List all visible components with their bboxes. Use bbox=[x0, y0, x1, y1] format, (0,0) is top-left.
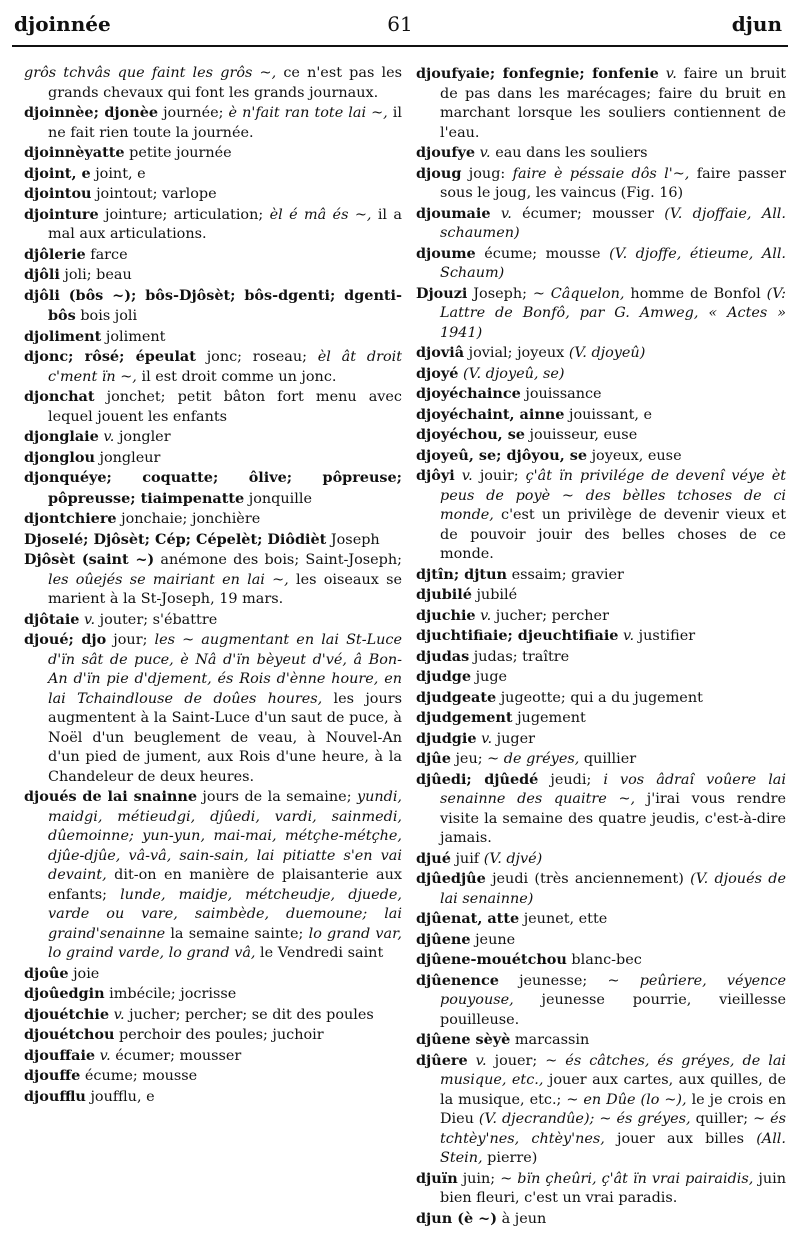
definition-text: journée; bbox=[158, 105, 229, 121]
definition-text: jouer aux cartes, aux quilles, de la musique, etc.; bbox=[440, 1072, 786, 1108]
dictionary-entry bbox=[416, 849, 786, 870]
example-text: lunde, maidje, métcheudje, djuede, varde ou vare, saimbède, duemoune; lai graind'senainne bbox=[48, 886, 402, 942]
definition-text: eau dans les souliers bbox=[490, 145, 648, 161]
dictionary-entry bbox=[24, 387, 402, 427]
headword: djoliment bbox=[24, 327, 102, 345]
definition-text: jovial; joyeux bbox=[464, 345, 569, 361]
headword: djué bbox=[416, 849, 451, 867]
definition-text: jouissant, e bbox=[564, 406, 653, 423]
definition-text: jouer; bbox=[486, 1052, 546, 1069]
definition-text: jouisseur, euse bbox=[524, 427, 638, 443]
example-text: (All. Stein, bbox=[440, 1130, 786, 1166]
definition-text: juge bbox=[471, 669, 508, 685]
definition-text: juin; bbox=[457, 1170, 501, 1187]
dictionary-entry bbox=[416, 909, 786, 930]
definition-text: jouir; bbox=[472, 468, 526, 484]
headword: djoug bbox=[416, 164, 462, 182]
dictionary-entry bbox=[24, 610, 402, 631]
headword: djôli (bôs ~); bôs-Djôsèt; bôs-dgenti; dgenti-bôs bbox=[24, 286, 402, 324]
headword: djudgie bbox=[416, 729, 477, 747]
dictionary-entry bbox=[416, 446, 786, 467]
definition-text: joyeux, euse bbox=[587, 447, 682, 464]
headword: Djôsèt (saint ~) bbox=[24, 551, 155, 568]
definition-text: jucher; percher bbox=[491, 607, 609, 624]
dictionary-entry bbox=[416, 64, 786, 143]
definition-text bbox=[468, 1053, 476, 1069]
dictionary-entry bbox=[24, 509, 402, 530]
definition-text: écumer; mousser bbox=[110, 1047, 242, 1064]
dictionary-entry bbox=[416, 565, 786, 586]
definition-text: à jeun bbox=[497, 1210, 547, 1227]
definition-text: joufflu, e bbox=[85, 1088, 155, 1105]
header-rule bbox=[12, 45, 788, 47]
headword: djoinnèyatte bbox=[24, 144, 125, 161]
example-text: v. bbox=[113, 1006, 125, 1023]
definition-text: jeudi; bbox=[538, 771, 604, 788]
definition-text: juif bbox=[450, 850, 484, 867]
headword: djûedjûe bbox=[416, 870, 486, 887]
dictionary-entry bbox=[24, 530, 402, 551]
right-column bbox=[416, 64, 786, 1229]
definition-text: jucher; percher; se dit des poules bbox=[124, 1006, 374, 1023]
headword: djoûe bbox=[24, 964, 69, 982]
example-text: v. bbox=[623, 628, 635, 644]
definition-text bbox=[659, 66, 666, 82]
example-text: v. bbox=[103, 429, 115, 445]
dictionary-entry bbox=[24, 630, 402, 787]
example-text: yundi, maidgi, métieudgi, djûedi, vardi, sainmedi, dûemoinne; yun-yun, mai-mai, métçhe-métçhe, djûe-djûe, vâ-vâ, sain-sain, lai pitiatte s'en vai devaint, bbox=[48, 789, 403, 883]
definition-text: imbécile; jocrisse bbox=[104, 986, 237, 1002]
definition-text: joliment bbox=[101, 328, 166, 345]
definition-text: Joseph bbox=[326, 531, 380, 548]
dictionary-entry bbox=[416, 343, 786, 364]
definition-text: jeudi (très anciennement) bbox=[485, 871, 691, 887]
definition-text: jour; bbox=[106, 632, 155, 648]
example-text: v. bbox=[480, 607, 492, 624]
definition-text: écumer; mousser bbox=[511, 205, 665, 222]
dictionary-entry bbox=[416, 284, 786, 344]
dictionary-entry bbox=[24, 468, 402, 509]
definition-text: jongler bbox=[114, 429, 171, 445]
headword: djoufflu bbox=[24, 1087, 86, 1105]
example-text: faire è péssaie dôs l'~, bbox=[512, 165, 690, 182]
definition-text: jeu; bbox=[450, 751, 488, 767]
dictionary-entry bbox=[416, 405, 786, 426]
dictionary-entry bbox=[416, 1209, 786, 1230]
headword: djoufyaie; fonfegnie; fonfenie bbox=[416, 65, 659, 82]
headword: djuïn bbox=[416, 1169, 458, 1187]
example-text: ~ Câquelon, bbox=[532, 285, 625, 302]
headword: djudgeate bbox=[416, 688, 497, 706]
dictionary-entry bbox=[416, 585, 786, 606]
dictionary-entry bbox=[416, 749, 786, 770]
headword: djointure bbox=[24, 205, 99, 223]
definition-text: faire un bruit de pas dans les marécages; faire du bruit en marchant lorsque les souliers contiennent de l'eau. bbox=[440, 66, 787, 141]
headword: djonglaie bbox=[24, 428, 99, 445]
example-text: les ~ augmentant en lai St-Luce d'ïn sât de puce, è Nâ d'ïn bèyeut d'vé, â Bon-An d'ïn pie d'djement, és Rois d'ènne houre, en lai Tchaindlouse de doûes houres, bbox=[48, 632, 402, 707]
dictionary-entry bbox=[24, 984, 402, 1005]
example-text: ~ peûriere, véyence pouyouse, bbox=[440, 972, 786, 1008]
dictionary-entry bbox=[24, 448, 402, 469]
definition-text: jeunesse; bbox=[498, 972, 608, 989]
definition-text: ce n'est pas les grands chevaux qui font les grands journaux. bbox=[48, 65, 402, 101]
dictionary-entry bbox=[416, 729, 786, 750]
example-text: v. bbox=[479, 145, 491, 161]
dictionary-entry bbox=[24, 1025, 402, 1046]
example-text: v. bbox=[475, 1052, 487, 1069]
example-text: ~ de gréyes, bbox=[487, 751, 580, 767]
definition-text: marcassin bbox=[510, 1032, 590, 1048]
definition-text: jointout; varlope bbox=[91, 186, 217, 202]
definition-text: justifier bbox=[634, 628, 696, 644]
definition-text: perchoir des poules; juchoir bbox=[114, 1027, 324, 1043]
dictionary-entry bbox=[24, 1066, 402, 1087]
headword: djonglou bbox=[24, 448, 95, 466]
dictionary-entry bbox=[416, 1169, 786, 1209]
headword: djouétchie bbox=[24, 1005, 109, 1023]
definition-text: jouissance bbox=[520, 386, 602, 402]
headword: djôlerie bbox=[24, 245, 86, 263]
dictionary-entry bbox=[416, 869, 786, 909]
definition-text: juin bien fleuri, c'est un vrai paradis. bbox=[440, 1170, 786, 1206]
definition-text: jugement bbox=[512, 710, 586, 726]
definition-text bbox=[455, 468, 462, 484]
headword: djouffaie bbox=[24, 1046, 96, 1064]
headword: djudge bbox=[416, 668, 472, 685]
headword: djôtaie bbox=[24, 610, 80, 628]
definition-text: jonchet; petit bâton fort menu avec lequel jouent les enfants bbox=[48, 389, 402, 425]
dictionary-entry bbox=[24, 245, 402, 266]
dictionary-entry bbox=[416, 364, 786, 385]
example-text: è n'fait ran tote lai ~, bbox=[228, 105, 388, 121]
headword: djûedi; djûedé bbox=[416, 770, 539, 788]
headword: djtîn; djtun bbox=[416, 565, 508, 583]
dictionary-entry bbox=[416, 244, 786, 284]
left-column bbox=[24, 64, 402, 1107]
dictionary-entry bbox=[416, 204, 786, 244]
definition-text: juger bbox=[492, 730, 535, 747]
dictionary-entry bbox=[24, 1005, 402, 1026]
dictionary-entry bbox=[24, 64, 402, 103]
definition-text: jubilé bbox=[471, 587, 518, 603]
definition-text: il a mal aux articulations. bbox=[48, 206, 402, 242]
headword: djûenat, atte bbox=[416, 910, 520, 927]
definition-text: jonc; roseau; bbox=[195, 349, 318, 365]
headword: djonc; rôsé; épeulat bbox=[24, 348, 196, 365]
headword: djun (è ~) bbox=[416, 1209, 498, 1227]
headword: djoyéchaint, ainne bbox=[416, 405, 565, 423]
definition-text: joug: bbox=[461, 165, 513, 182]
dictionary-entry bbox=[24, 427, 402, 448]
headword: djontchiere bbox=[24, 510, 117, 527]
dictionary-entry bbox=[24, 347, 402, 387]
dictionary-entry bbox=[24, 550, 402, 610]
definition-text: blanc-bec bbox=[566, 952, 642, 968]
definition-text: la semaine sainte; bbox=[165, 925, 309, 942]
definition-text: quillier bbox=[579, 751, 637, 767]
example-text: ~ és gréyes, bbox=[599, 1111, 691, 1127]
headword: djôli bbox=[24, 266, 60, 283]
page-header bbox=[0, 10, 800, 40]
definition-text: joint, e bbox=[90, 165, 146, 182]
definition-text: judas; traître bbox=[469, 648, 570, 665]
headword: djûene-mouétchou bbox=[416, 951, 567, 968]
dictionary-entry bbox=[24, 1087, 402, 1108]
headword: djoint, e bbox=[24, 164, 91, 182]
dictionary-entry bbox=[24, 327, 402, 348]
dictionary-entry bbox=[416, 1030, 786, 1051]
headword: Djoselé; Djôsèt; Cép; Cépelèt; Diôdièt bbox=[24, 530, 327, 548]
headword: djouétchou bbox=[24, 1026, 115, 1043]
example-text: ~ és tchtèy'nes, chtèy'nes, bbox=[440, 1111, 787, 1147]
example-text: (V. djoyeû, se) bbox=[462, 365, 565, 382]
guide-word-first: djoinnée bbox=[14, 12, 111, 36]
definition-text: écume; mousse bbox=[475, 245, 610, 262]
headword: djubilé bbox=[416, 586, 472, 603]
example-text: les oûejés se mairiant en lai ~, bbox=[48, 571, 289, 588]
dictionary-entry bbox=[24, 184, 402, 205]
definition-text: le Vendredi saint bbox=[255, 945, 384, 961]
example-text: (V. djecrandûe); bbox=[478, 1111, 595, 1127]
example-text: èl ât droit c'ment ïn ~, bbox=[48, 349, 402, 385]
dictionary-entry bbox=[24, 143, 402, 164]
dictionary-entry bbox=[24, 205, 402, 245]
definition-text: le je crois en Dieu bbox=[440, 1091, 786, 1127]
definition-text: dit-on en manière de plaisanterie aux enfants; bbox=[48, 867, 402, 903]
headword: djointou bbox=[24, 185, 92, 202]
definition-text: jeunet, ette bbox=[519, 911, 608, 927]
example-text: v. bbox=[665, 66, 677, 82]
headword: djoué; djo bbox=[24, 631, 107, 648]
example-text: (V: Lattre de Bonfô, par G. Amweg, « Actes » 1941) bbox=[440, 285, 786, 341]
definition-text: il ne fait rien toute la journée. bbox=[48, 105, 402, 141]
definition-text: écume; mousse bbox=[80, 1068, 198, 1084]
definition-text: les oiseaux se marient à la St-Joseph, 19 mars. bbox=[48, 571, 402, 607]
headword: djoyé bbox=[416, 364, 459, 382]
example-text: ç'ât ïn privilége de devenî véye èt peus de poyè ~ des bèlles tchoses de ci monde, bbox=[440, 468, 786, 523]
dictionary-entry bbox=[24, 265, 402, 286]
dictionary-entry bbox=[24, 103, 402, 143]
definition-text: jonchaie; jonchière bbox=[116, 511, 261, 527]
definition-text: les jours augmentent à la Saint-Luce d'un saut de puce, à Noël d'un beuglement de veau, à Nouvel-An d'un pied de jument, aux Rois d'une heure, à la Chandeleur de deux heures. bbox=[48, 690, 402, 785]
example-text: v. bbox=[481, 730, 493, 747]
headword: djoués de lai snainne bbox=[24, 788, 198, 805]
dictionary-entry bbox=[416, 770, 786, 849]
dictionary-entry bbox=[416, 647, 786, 668]
definition-text: il est droit comme un jonc. bbox=[136, 368, 337, 385]
dictionary-entry bbox=[416, 425, 786, 446]
dictionary-entry bbox=[416, 667, 786, 688]
dictionary-entry bbox=[24, 1046, 402, 1067]
definition-text: essaim; gravier bbox=[507, 566, 624, 583]
headword: djûenence bbox=[416, 971, 499, 989]
headword: djoûedgin bbox=[24, 985, 105, 1002]
dictionary-entry bbox=[416, 606, 786, 627]
definition-text: Joseph; bbox=[467, 285, 533, 302]
definition-text: joie bbox=[68, 965, 100, 982]
definition-text: quiller; bbox=[690, 1111, 754, 1127]
example-text: (V. djoffaie, All. schaumen) bbox=[440, 205, 786, 241]
headword: djoyeû, se; djôyou, se bbox=[416, 446, 588, 464]
definition-text: jongleur bbox=[94, 449, 161, 466]
example-text: èl é mâ és ~, bbox=[269, 206, 372, 223]
definition-text: homme de Bonfol bbox=[624, 285, 767, 302]
definition-text: bois joli bbox=[75, 308, 138, 324]
dictionary-entry bbox=[24, 964, 402, 985]
headword: djuchie bbox=[416, 606, 476, 624]
definition-text bbox=[491, 206, 501, 222]
definition-text: jours de la semaine; bbox=[197, 789, 357, 805]
definition-text: c'est un privilège de devenir vieux et de pouvoir jouir des belles choses de ce monde. bbox=[440, 507, 786, 562]
guide-word-last: djun bbox=[731, 12, 782, 36]
headword: djôyi bbox=[416, 467, 455, 484]
definition-text: pierre) bbox=[482, 1150, 538, 1166]
dictionary-entry bbox=[416, 384, 786, 405]
example-text: ~ bïn çheûri, ç'ât ïn vrai pairaidis, bbox=[500, 1170, 754, 1187]
headword: djûe bbox=[416, 750, 451, 767]
headword: djûene sèyè bbox=[416, 1031, 511, 1048]
definition-text: jonquille bbox=[244, 490, 312, 507]
dictionary-entry bbox=[416, 971, 786, 1031]
definition-text: joli; beau bbox=[59, 267, 132, 283]
headword: djoume bbox=[416, 244, 476, 262]
definition-text: jeunesse pourrie, vieillesse pouilleuse. bbox=[440, 992, 786, 1028]
example-text: ~ en Dûe (lo ~), bbox=[566, 1091, 687, 1108]
dictionary-entry bbox=[416, 708, 786, 729]
definition-text: jeune bbox=[470, 931, 516, 948]
dictionary-entry bbox=[416, 164, 786, 204]
headword: djûere bbox=[416, 1051, 468, 1069]
dictionary-entry bbox=[416, 950, 786, 971]
headword: djonchat bbox=[24, 388, 95, 405]
dictionary-entry bbox=[416, 688, 786, 709]
example-text: (V. djoyeû) bbox=[568, 345, 646, 361]
definition-text: farce bbox=[85, 246, 128, 263]
example-text: v. bbox=[99, 1047, 111, 1064]
definition-text: faire passer sous le joug, les vaincus (Fig. 16) bbox=[440, 165, 787, 201]
definition-text: petite journée bbox=[124, 145, 232, 161]
definition-text: jouer aux billes bbox=[604, 1130, 757, 1147]
example-text: (V. djoués de lai senainne) bbox=[440, 871, 786, 907]
example-text: v. bbox=[500, 205, 512, 222]
example-text: ~ és câtches, és gréyes, de lai musique, etc., bbox=[440, 1052, 786, 1088]
dictionary-entry bbox=[416, 466, 786, 565]
example-text: (V. djvé) bbox=[483, 850, 543, 867]
definition-text: jointure; articulation; bbox=[98, 206, 270, 223]
example-text: lo grand var, lo graind varde, lo grand vâ, bbox=[48, 925, 402, 961]
headword: djoumaie bbox=[416, 204, 491, 222]
dictionary-entry bbox=[416, 930, 786, 951]
dictionary-entry bbox=[416, 626, 786, 647]
headword: djoviâ bbox=[416, 344, 465, 361]
dictionary-entry bbox=[416, 1051, 786, 1169]
headword: djûene bbox=[416, 930, 471, 948]
dictionary-entry bbox=[416, 143, 786, 164]
headword: djoyéchou, se bbox=[416, 426, 525, 443]
example-text: i vos âdraî voûere lai senainne des quaitre ~, bbox=[440, 771, 786, 807]
dictionary-entry bbox=[24, 164, 402, 185]
definition-text: anémone des bois; Saint-Joseph; bbox=[154, 552, 403, 568]
definition-text: j'irai vous rendre visite la semaine des quatre jeudis, c'est-à-dire jamais. bbox=[440, 791, 786, 846]
example-text: (V. djoffe, étieume, All. Schaum) bbox=[440, 245, 786, 281]
headword: djoinnèe; djonèe bbox=[24, 104, 159, 121]
headword: djonquéye; coquatte; ôlive; pôpreuse; pôpreusse; tiaimpenatte bbox=[24, 469, 402, 507]
definition-text: jouter; s'ébattre bbox=[95, 611, 218, 628]
definition-text: jugeotte; qui a du jugement bbox=[496, 689, 703, 706]
dictionary-entry bbox=[24, 286, 402, 327]
headword: Djouzi bbox=[416, 284, 468, 302]
headword: djudas bbox=[416, 647, 470, 665]
example-text: v. bbox=[84, 611, 96, 628]
example-text: grôs tchvâs que faint les grôs ~, bbox=[24, 65, 277, 81]
example-text: v. bbox=[461, 468, 473, 484]
page-number: 61 bbox=[387, 12, 413, 36]
headword: djudgement bbox=[416, 709, 513, 726]
headword: djoyéchaince bbox=[416, 385, 521, 402]
headword: djuchtifiaie; djeuchtifiaie bbox=[416, 627, 619, 644]
dictionary-entry bbox=[24, 787, 402, 964]
headword: djouffe bbox=[24, 1067, 81, 1084]
headword: djoufye bbox=[416, 144, 476, 161]
